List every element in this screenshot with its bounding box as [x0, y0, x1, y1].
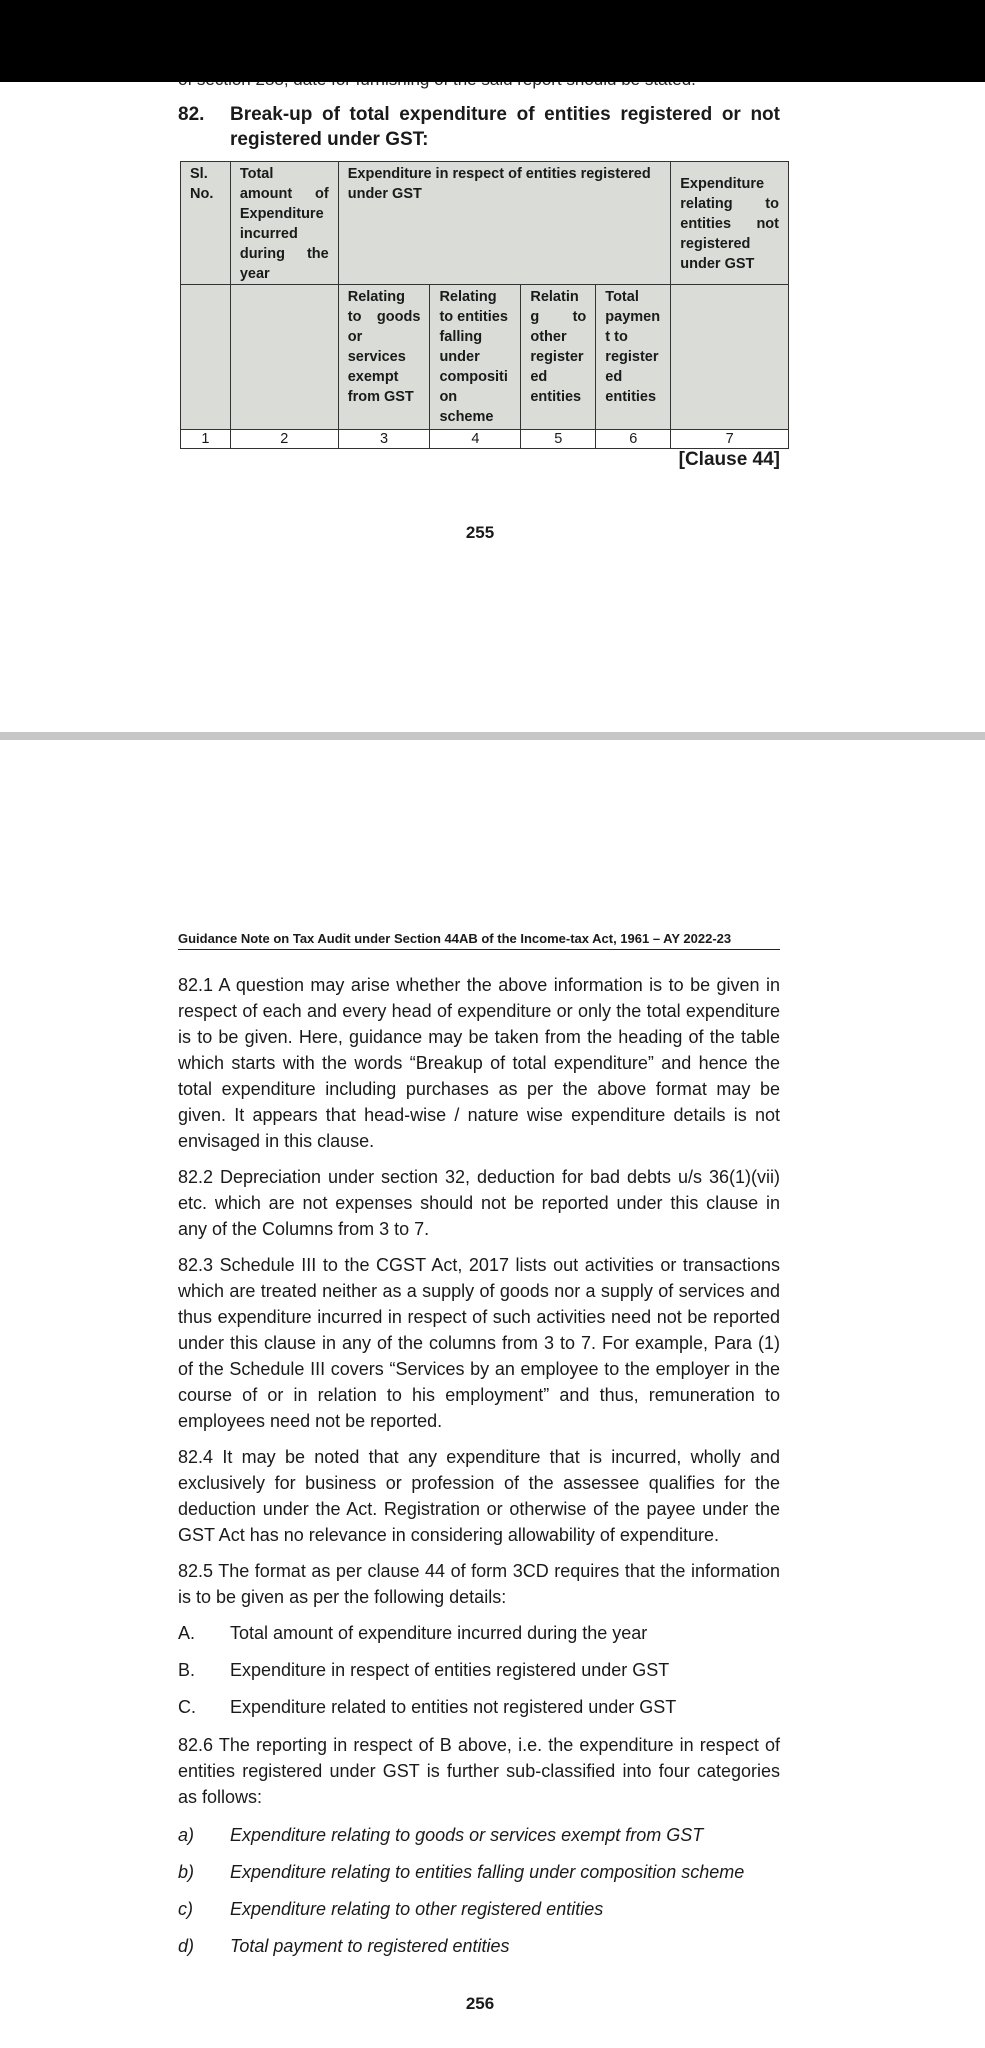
- column-number: 5: [521, 430, 596, 449]
- header-sl-no: Sl. No.: [181, 162, 231, 285]
- page-number: 256: [465, 1994, 495, 2013]
- subheader-other-registered: Relatin g to other register ed entities: [521, 285, 596, 430]
- column-number: 1: [181, 430, 231, 449]
- page-number: 255: [465, 523, 495, 542]
- list-item: [178, 1822, 780, 1848]
- column-number: 7: [671, 430, 789, 449]
- list-text: Expenditure in respect of entities registered under GST: [230, 1660, 670, 1680]
- section-82-heading: [178, 102, 780, 152]
- running-header: Guidance Note on Tax Audit under Section 44AB of the Income-tax Act, 1961 – AY 2022-23: [178, 931, 780, 950]
- header-registered-gst: Expenditure in respect of entities registered under GST: [338, 162, 671, 285]
- list-text: Expenditure related to entities not registered under GST: [230, 1697, 677, 1717]
- gst-breakup-table: [180, 161, 789, 449]
- list-text: Expenditure relating to other registered entities: [230, 1899, 604, 1919]
- list-item: [178, 1859, 780, 1885]
- page-body: [178, 972, 780, 1970]
- column-number-row: [181, 430, 789, 449]
- list-marker: B.: [178, 1660, 196, 1680]
- subheader-exempt: Relating to goods or services exempt from GST: [338, 285, 430, 430]
- list-item: [178, 1620, 780, 1646]
- column-number: 3: [338, 430, 430, 449]
- list-item: [178, 1657, 780, 1683]
- table-header-row: [181, 162, 789, 285]
- paragraph-82-3: 82.3 Schedule III to the CGST Act, 2017 lists out activities or transactions which are treated neither as a supply of goods nor a supply of services and thus expenditure incurred in respect of such activities need not be reported under this clause in any of the columns from 3 to 7. For example, Para (1) of the Schedule III covers “Services by an employee to the employer in the course of or in relation to his employment” and thus, remuneration to employees need not be reported.: [178, 1255, 780, 1431]
- header-not-registered-gst: Expenditure relating to entities not registered under GST: [671, 162, 789, 285]
- paragraph-82-6: 82.6 The reporting in respect of B above, i.e. the expenditure in respect of entities registered under GST is further sub-classified into four categories as follows:: [178, 1735, 780, 1807]
- list-text: Total amount of expenditure incurred during the year: [230, 1623, 648, 1643]
- paragraph-82-4: 82.4 It may be noted that any expenditure that is incurred, wholly and exclusively for business or profession of the assessee qualifies for the deduction under the Act. Registration or otherwise of the payee under the GST Act has no relevance in considering allowability of expenditure.: [178, 1447, 780, 1545]
- list-marker: A.: [178, 1623, 196, 1643]
- table-subheader-row: [181, 285, 789, 430]
- list-marker: d): [178, 1936, 195, 1956]
- list-item: [178, 1933, 780, 1959]
- column-number: 4: [430, 430, 521, 449]
- top-black-bar: [0, 0, 985, 82]
- list-text: Expenditure relating to entities falling under composition scheme: [230, 1862, 745, 1882]
- subheader-total-payment: Total paymen t to register ed entities: [596, 285, 671, 430]
- list-text: Expenditure relating to goods or services exempt from GST: [230, 1825, 704, 1845]
- list-text: Total payment to registered entities: [230, 1936, 510, 1956]
- empty-cell: [671, 285, 789, 430]
- header-total-expenditure: Total amount of Expenditure incurred during the year: [230, 162, 338, 285]
- list-marker: C.: [178, 1697, 196, 1717]
- paragraph-82-1: 82.1 A question may arise whether the above information is to be given in respect of each and every head of expenditure or only the total expenditure is to be given. Here, guidance may be taken from the heading of the table which starts with the words “Breakup of total expenditure” and hence the total expenditure including purchases as per the above format may be given. It appears that head-wise / nature wise expenditure details is not envisaged in this clause.: [178, 975, 780, 1151]
- column-number: 2: [230, 430, 338, 449]
- paragraph-82-5: 82.5 The format as per clause 44 of form 3CD requires that the information is to be given as per the following details:: [178, 1561, 780, 1607]
- column-number: 6: [596, 430, 671, 449]
- list-item: [178, 1896, 780, 1922]
- section-title: Break-up of total expenditure of entities registered or not registered under GST:: [230, 104, 780, 150]
- subheader-composition: Relating to entities falling under compositi on scheme: [430, 285, 521, 430]
- list-item: [178, 1694, 780, 1720]
- list-marker: b): [178, 1862, 195, 1882]
- empty-cell: [230, 285, 338, 430]
- empty-cell: [181, 285, 231, 430]
- section-number: 82.: [178, 104, 205, 125]
- list-marker: a): [178, 1825, 195, 1845]
- list-marker: c): [178, 1899, 193, 1919]
- clause-reference: [Clause 44]: [678, 449, 780, 470]
- page-divider: [0, 732, 985, 740]
- paragraph-82-2: 82.2 Depreciation under section 32, deduction for bad debts u/s 36(1)(vii) etc. which are not expenses should not be reported under this clause in any of the Columns from 3 to 7.: [178, 1167, 780, 1239]
